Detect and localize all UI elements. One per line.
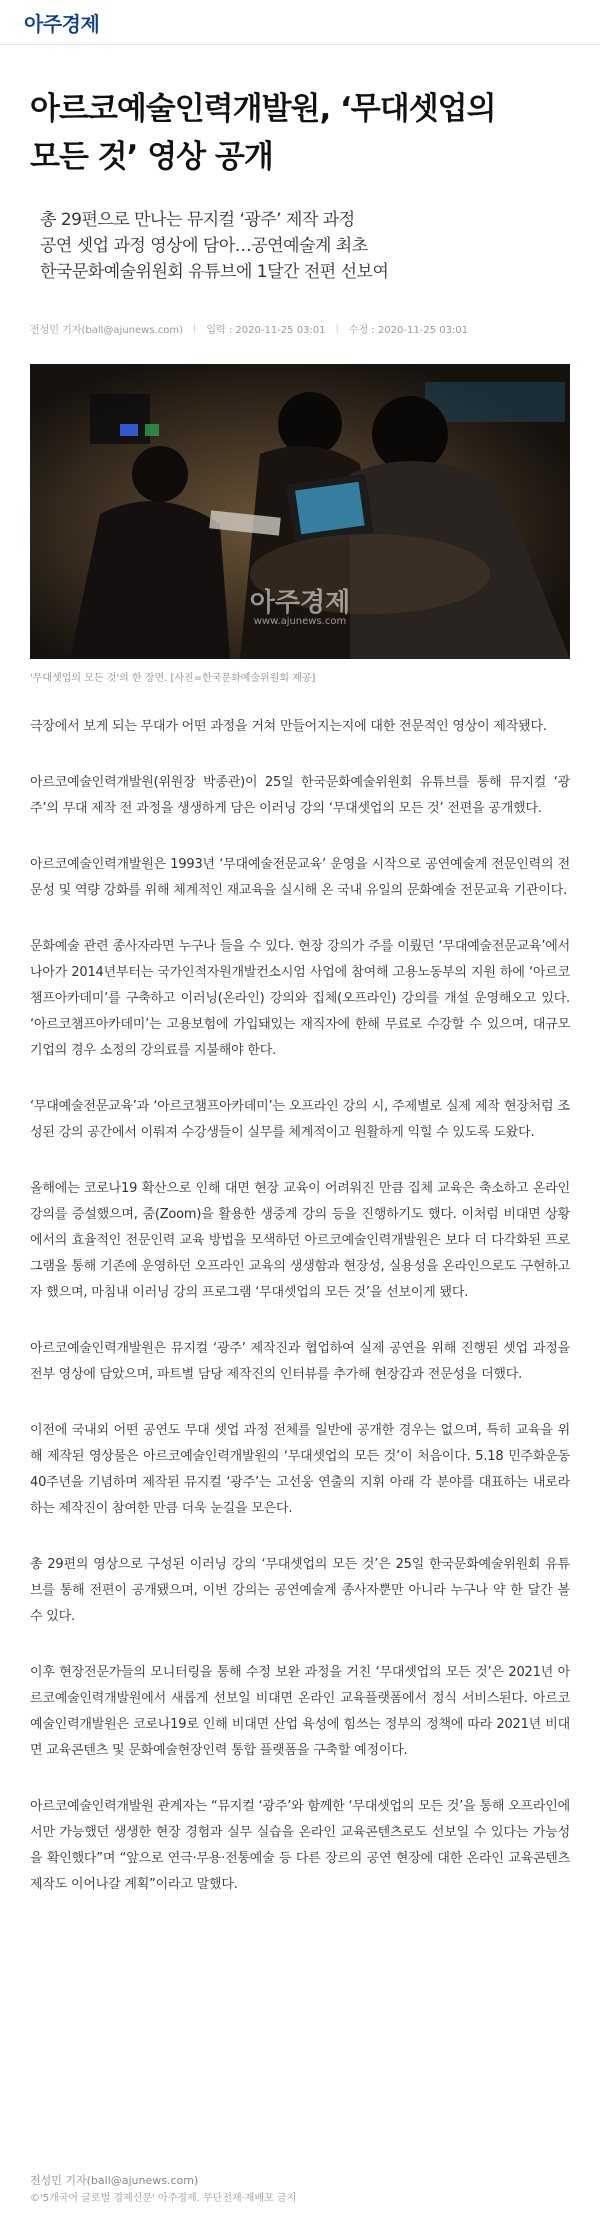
- article-paragraph: 극장에서 보게 되는 무대가 어떤 과정을 거쳐 만들어지는지에 대한 전문적인 영상이 제작됐다.: [30, 719, 547, 734]
- byline: [30, 311, 570, 336]
- subtitle-line: 공연 셋업 과정 영상에 담아…공연예술계 최초: [40, 236, 368, 256]
- article-paragraph: 아르코예술인력개발원은 1993년 ‘무대예술전문교육’ 운영을 시작으로 공연예술계 전문인력의 전문성 및 역량 강화를 위해 체계적인 재교육을 실시해 온 국내 유일의 문화예술 전문교육 기관이다.: [30, 857, 570, 898]
- article-body: [30, 714, 570, 1898]
- article-footer: [30, 2172, 296, 2208]
- byline-author[interactable]: 전성민 기자(ball@ajunews.com): [30, 325, 183, 336]
- article-paragraph: 아르코예술인력개발원 관계자는 “뮤지컬 ‘광주’와 함께한 ‘무대셋업의 모든 것’을 통해 오프라인에서만 가능했던 생생한 현장 경험과 실무 실습을 온라인 교육콘텐츠로도 선보일 수 있다는 가능성을 확인했다”며 “앞으로 연극·무용·전통예술 등 다른 장르의 공연 현장에 대한 온라인 교육콘텐츠 제작도 이어나갈 계획”이라고 말했다.: [30, 1799, 570, 1892]
- photo-watermark-url: www.ajunews.com: [253, 616, 347, 627]
- article-photo[interactable]: [30, 364, 570, 659]
- byline-divider: |: [335, 323, 339, 334]
- headline-line-2: 모든 것’ 영상 공개: [30, 139, 273, 175]
- article-headline: [30, 85, 570, 181]
- article-subtitles: [30, 207, 570, 285]
- byline-published: 입력 : 2020-11-25 03:01: [206, 325, 326, 336]
- article-paragraph: 총 29편의 영상으로 구성된 이러닝 강의 ‘무대셋업의 모든 것’은 25일 한국문화예술위원회 유튜브를 통해 전편이 공개됐으며, 이번 강의는 공연예술계 종사자뿐만 아니라 누구나 약 한 달간 볼 수 있다.: [30, 1557, 570, 1624]
- footer-author[interactable]: 전성민 기자(ball@ajunews.com): [30, 2174, 199, 2187]
- byline-updated: 수정 : 2020-11-25 03:01: [348, 325, 469, 336]
- article-paragraph: 이전에 국내외 어떤 공연도 무대 셋업 과정 전체를 일반에 공개한 경우는 없으며, 특히 교육을 위해 제작된 영상물은 아르코예술인력개발원의 ‘무대셋업의 모든 것’이 처음이다. 5.18 민주화운동 40주년을 기념하며 제작된 뮤지컬 ‘광주’는 고선웅 연출의 지휘 아래 각 분야를 대표하는 내로라하는 제작진이 참여한 만큼 더욱 눈길을 모은다.: [30, 1423, 570, 1516]
- article-paragraph: 이후 현장전문가들의 모니터링을 통해 수정 보완 과정을 거친 ‘무대셋업의 모든 것’은 2021년 아르코예술인력개발원에서 새롭게 선보일 비대면 온라인 교육플랫폼에서 정식 서비스된다. 아르코예술인력개발원은 코로나19로 인해 비대면 산업 육성에 힘쓰는 정부의 정책에 따라 2021년 비대면 교육콘텐츠 및 문화예술현장인력 통합 플랫폼을 구축할 예정이다.: [30, 1665, 570, 1758]
- site-header: [0, 0, 600, 45]
- photo-caption: '무대셋업의 모든 것'의 한 장면. [사진=한국문화예술위원회 제공]: [30, 673, 316, 684]
- photo-watermark: 아주경제: [249, 588, 351, 618]
- footer-copyright: ©'5개국어 글로벌 경제신문' 아주경제. 무단전재·재배포 금지: [30, 2193, 297, 2204]
- headline-line-1: 아르코예술인력개발원, ‘무대셋업의: [30, 91, 496, 127]
- article-paragraph: 문화예술 관련 종사자라면 누구나 들을 수 있다. 현장 강의가 주를 이뤘던 ‘무대예술전문교육’에서 나아가 2014년부터는 국가인적자원개발컨소시엄 사업에 참여해 고용노동부의 지원 하에 ‘아르코챔프아카데미’를 구축하고 이러닝(온라인) 강의와 집체(오프라인) 강의를 개설 운영해오고 있다. ‘아르코챔프아카데미’는 고용보험에 가입돼있는 재직자에 한해 무료로 수강할 수 있으며, 대규모 기업의 경우 소정의 강의료를 지불해야 한다.: [30, 939, 570, 1058]
- article-paragraph: ‘무대예술전문교육’과 ‘아르코챔프아카데미’는 오프라인 강의 시, 주제별로 실제 제작 현장처럼 조성된 강의 공간에서 이뤄져 수강생들이 실무를 체계적이고 원활하게 익힐 수 있도록 도왔다.: [30, 1099, 570, 1140]
- byline-divider: |: [192, 323, 197, 334]
- subtitle-line: 한국문화예술위원회 유튜브에 1달간 전편 선보여: [40, 262, 389, 282]
- subtitle-line: 총 29편으로 만나는 뮤지컬 ‘광주’ 제작 과정: [40, 210, 355, 230]
- site-logo[interactable]: 아주경제: [24, 11, 100, 36]
- article-paragraph: 아르코예술인력개발원(위원장 박종관)이 25일 한국문화예술위원회 유튜브를 통해 뮤지컬 ‘광주’의 무대 제작 전 과정을 생생하게 담은 이러닝 강의 ‘무대셋업의 모든 것’ 전편을 공개했다.: [30, 775, 570, 816]
- article-paragraph: 올해에는 코로나19 확산으로 인해 대면 현장 교육이 어려워진 만큼 집체 교육은 축소하고 온라인 강의를 증설했으며, 줌(Zoom)을 활용한 생중계 강의 등을 진행하기도 했다. 이처럼 비대면 상황에서의 효율적인 전문인력 교육 방법을 모색하던 아르코예술인력개발원은 보다 더 다각화된 프로그램을 통해 기존에 운영하던 오프라인 교육의 생생함과 현장성, 실용성을 온라인으로도 구현하고자 했으며, 마침내 이러닝 강의 프로그램 ‘무대셋업의 모든 것’을 선보이게 됐다.: [30, 1181, 570, 1300]
- article-paragraph: 아르코예술인력개발원은 뮤지컬 ‘광주’ 제작진과 협업하여 실제 공연을 위해 진행된 셋업 과정을 전부 영상에 담았으며, 파트별 담당 제작진의 인터뷰를 추가해 현장감과 전문성을 더했다.: [30, 1341, 570, 1382]
- article: [0, 85, 600, 1898]
